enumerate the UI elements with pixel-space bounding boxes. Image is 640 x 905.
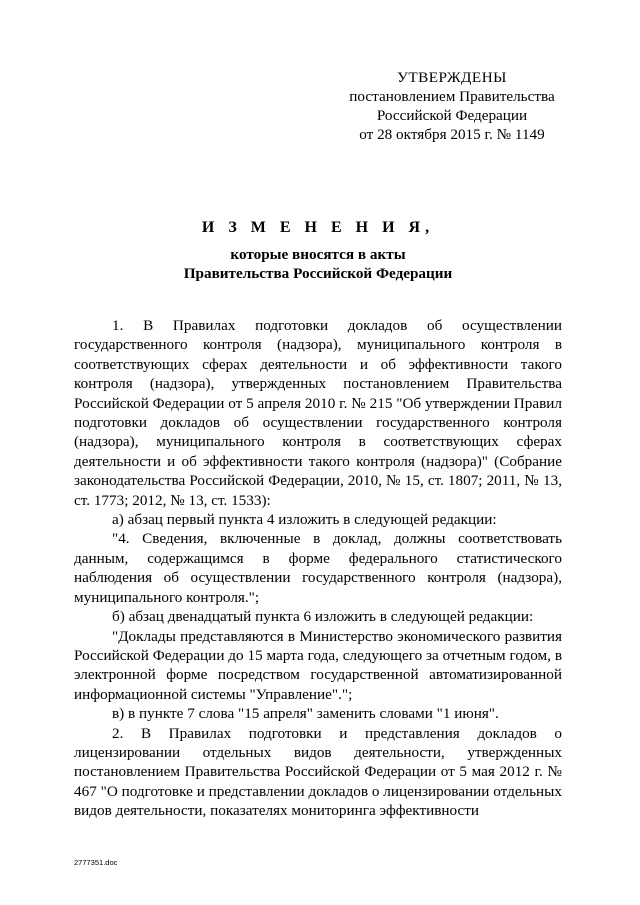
paragraph-1b-text: "Доклады представляются в Министерство экономического развития Российской Федерации до 15 марта года, следующего за отчетным годом, в электронной форме посредством государственной автоматизированной информационной системы "Управление"."; xyxy=(74,627,562,703)
document-file-id: 2777351.doc xyxy=(74,858,118,867)
paragraph-1: 1. В Правилах подготовки докладов об осуществлении государственного контроля (надзора), муниципального контроля в соответствующих сферах деятельности и об эффективности такого контроля (надзора), утвержденных постановлением Правительства Российской Федерации от 5 апреля 2010 г. № 215 "Об утверждении Правил подготовки докладов об осуществлении государственного контроля (надзора), муниципального контроля в соответствующих сферах деятельности и об эффективности такого контроля (надзора)" (Собрание законодательства Российской Федерации, 2010, № 15, ст. 1807; 2011, № 13, ст. 1773; 2012, № 13, ст. 1533): xyxy=(74,317,562,509)
document-subtitle-2: Правительства Российской Федерации xyxy=(183,265,453,282)
document-title: И З М Е Н Е Н И Я, xyxy=(201,219,435,236)
approval-block xyxy=(338,68,566,144)
approval-line-3: от 28 октября 2015 г. № 1149 xyxy=(359,126,545,143)
approval-line-1: постановлением Правительства xyxy=(349,88,555,105)
paragraph-1c: в) в пункте 7 слова "15 апреля" заменить словами "1 июня". xyxy=(112,705,499,723)
approval-line-2: Российской Федерации xyxy=(376,107,528,124)
paragraph-1a: а) абзац первый пункта 4 изложить в следующей редакции: xyxy=(112,511,497,529)
approval-title: УТВЕРЖДЕНЫ xyxy=(397,69,507,86)
document-body xyxy=(74,316,562,821)
paragraph-1b: б) абзац двенадцатый пункта 6 изложить в следующей редакции: xyxy=(112,608,534,626)
paragraph-2: 2. В Правилах подготовки и представления докладов о лицензировании отдельных видов деятельности, утвержденных постановлением Правительства Российской Федерации от 5 мая 2012 г. № 467 "О подготовке и представлении докладов о лицензировании отдельных видов деятельности, показателях мониторинга эффективности xyxy=(74,724,562,820)
paragraph-1a-text: "4. Сведения, включенные в доклад, должны соответствовать данным, содержащимся в форме федерального статистического наблюдения об осуществлении государственного контроля (надзора), муниципального контроля."; xyxy=(74,530,562,606)
document-subtitle-1: которые вносятся в акты xyxy=(230,246,406,263)
